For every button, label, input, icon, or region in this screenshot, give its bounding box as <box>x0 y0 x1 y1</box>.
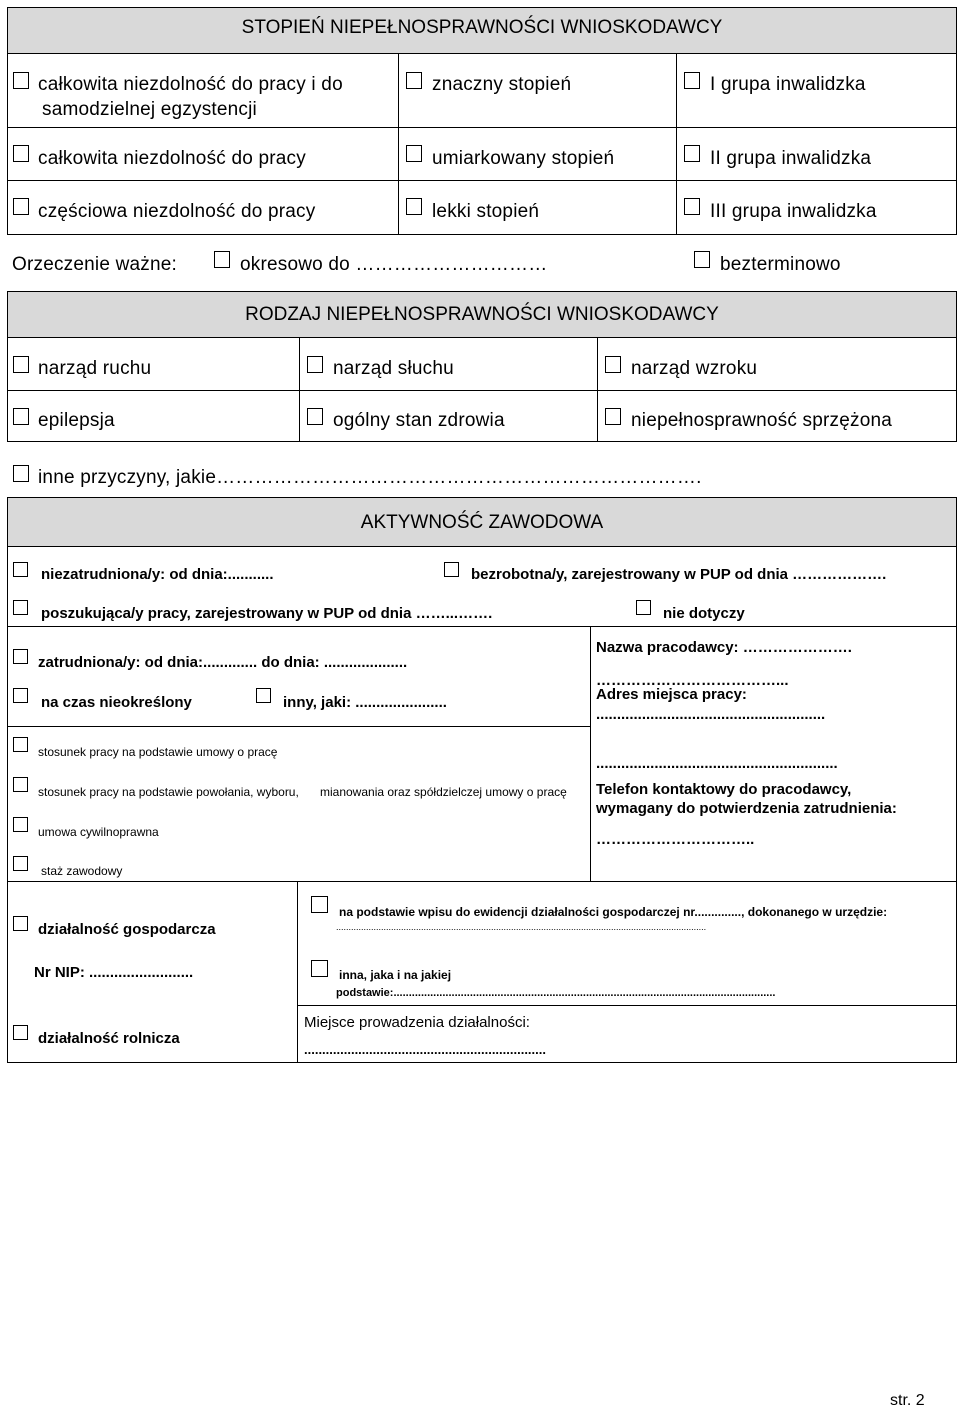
checkbox-bezterminowo[interactable] <box>694 251 710 268</box>
nazwa-pracodawcy-dots: ………………………………... <box>596 672 789 689</box>
telefon-dots: ………………………….. <box>596 831 755 848</box>
label-nie-dotyczy: nie dotyczy <box>663 605 745 622</box>
checkbox-na-czas-nieokreslony[interactable] <box>13 688 28 703</box>
label-dzialalnosc-rolnicza: działalność rolnicza <box>38 1030 180 1047</box>
checkbox-umowa-cywilnoprawna[interactable] <box>13 817 28 832</box>
adres-dots-1: ....................................................... <box>596 706 826 723</box>
label-wpis-ewidencja: na podstawie wpisu do ewidencji działalności gospodarczej nr.............., dokonanego w urzędzie: <box>339 905 888 919</box>
label-nr-nip: Nr NIP: ......................... <box>34 964 194 981</box>
checkbox-niezatrudniona[interactable] <box>13 562 28 577</box>
section3-title: AKTYWNOŚĆ ZAWODOWA <box>360 512 604 533</box>
label-umowa-cywilnoprawna: umowa cywilnoprawna <box>38 825 159 839</box>
label-na-czas-nieokreslony: na czas nieokreślony <box>41 694 192 711</box>
checkbox-epilepsja[interactable] <box>13 408 29 425</box>
checkbox-poszukujaca[interactable] <box>13 600 28 615</box>
wpis-dots: .................................................................................................................................................... <box>336 922 707 932</box>
checkbox-nie-dotyczy[interactable] <box>636 600 651 615</box>
checkbox-powolanie[interactable] <box>13 777 28 792</box>
label-iii-grupa: III grupa inwalidzka <box>710 201 877 222</box>
label-i-grupa: I grupa inwalidzka <box>710 74 866 95</box>
label-nazwa-pracodawcy: Nazwa pracodawcy: …………………. <box>596 639 852 656</box>
checkbox-inna-podstawa[interactable] <box>311 960 328 977</box>
checkbox-umiarkowany-stopien[interactable] <box>406 145 422 162</box>
checkbox-inne-przyczyny[interactable] <box>13 465 29 482</box>
checkbox-calkowita-niezdolnosc-egzystencji[interactable] <box>13 72 29 89</box>
label-inna-podstawa-line1: inna, jaka i na jakiej <box>339 968 452 982</box>
label-narzad-ruchu: narząd ruchu <box>38 358 152 379</box>
checkbox-lekki-stopien[interactable] <box>406 198 422 215</box>
label-bezterminowo: bezterminowo <box>720 254 841 275</box>
label-calkowita-niezdolnosc-line1: całkowita niezdolność do pracy i do <box>38 74 343 95</box>
label-inny: inny, jaki: ...................... <box>283 694 447 711</box>
label-miejsce-prowadzenia: Miejsce prowadzenia działalności: <box>304 1014 530 1031</box>
label-ii-grupa: II grupa inwalidzka <box>710 148 872 169</box>
checkbox-okresowo[interactable] <box>214 251 230 268</box>
checkbox-niepelnosprawnosc-sprzezona[interactable] <box>605 408 621 425</box>
label-staz: staż zawodowy <box>41 864 123 878</box>
label-zatrudniona: zatrudniona/y: od dnia:............. do dnia: .................... <box>38 654 408 671</box>
label-okresowo: okresowo do ………………………… <box>240 254 548 275</box>
label-niepelnosprawnosc-sprzezona: niepełnosprawność sprzężona <box>631 410 892 431</box>
page-number: str. 2 <box>890 1392 925 1409</box>
label-telefon-line1: Telefon kontaktowy do pracodawcy, <box>596 781 852 798</box>
checkbox-wpis-ewidencja[interactable] <box>311 896 328 913</box>
label-powolanie-a: stosunek pracy na podstawie powołania, wyboru, <box>38 785 299 799</box>
checkbox-inny[interactable] <box>256 688 271 703</box>
label-bezrobotna: bezrobotna/y, zarejestrowany w PUP od dnia ………………. <box>471 566 887 583</box>
checkbox-iii-grupa[interactable] <box>684 198 700 215</box>
checkbox-i-grupa[interactable] <box>684 72 700 89</box>
checkbox-ogolny-stan[interactable] <box>307 408 323 425</box>
label-umowa-o-prace: stosunek pracy na podstawie umowy o pracę <box>38 745 278 759</box>
label-znaczny-stopien: znaczny stopień <box>432 74 572 95</box>
label-calkowita-niezdolnosc-line2: samodzielnej egzystencji <box>42 99 257 120</box>
checkbox-calkowita-niezdolnosc[interactable] <box>13 145 29 162</box>
checkbox-narzad-sluchu[interactable] <box>307 356 323 373</box>
label-dzialalnosc-gospodarcza: działalność gospodarcza <box>38 921 216 938</box>
miejsce-dots: ................................................................... <box>304 1042 546 1057</box>
label-czesciowa-niezdolnosc: częściowa niezdolność do pracy <box>38 201 316 222</box>
label-inna-podstawa-line2: podstawie:............................................................................................................................. <box>336 987 776 999</box>
checkbox-dzialalnosc-rolnicza[interactable] <box>13 1025 28 1040</box>
label-adres-miejsca-pracy: Adres miejsca pracy: <box>596 686 747 703</box>
adres-dots-2: .......................................................... <box>596 755 838 772</box>
checkbox-bezrobotna[interactable] <box>444 562 459 577</box>
section2-title: RODZAJ NIEPEŁNOSPRAWNOŚCI WNIOSKODAWCY <box>245 304 719 325</box>
checkbox-dzialalnosc-gospodarcza[interactable] <box>13 916 28 931</box>
label-calkowita-niezdolnosc: całkowita niezdolność do pracy <box>38 148 306 169</box>
label-niezatrudniona: niezatrudniona/y: od dnia:........... <box>41 566 274 583</box>
checkbox-zatrudniona[interactable] <box>13 649 28 664</box>
label-ogolny-stan: ogólny stan zdrowia <box>333 410 505 431</box>
label-powolanie-b: mianowania oraz spółdzielczej umowy o pracę <box>320 785 567 799</box>
checkbox-czesciowa-niezdolnosc[interactable] <box>13 198 29 215</box>
label-umiarkowany-stopien: umiarkowany stopień <box>432 148 615 169</box>
checkbox-narzad-wzroku[interactable] <box>605 356 621 373</box>
label-orzeczenie: Orzeczenie ważne: <box>12 254 177 275</box>
checkbox-staz[interactable] <box>13 856 28 871</box>
label-inne-przyczyny: inne przyczyny, jakie…………………………………………………………………. <box>38 467 702 488</box>
label-narzad-sluchu: narząd słuchu <box>333 358 454 379</box>
section1-title: STOPIEŃ NIEPEŁNOSPRAWNOŚCI WNIOSKODAWCY <box>241 17 723 38</box>
checkbox-ii-grupa[interactable] <box>684 145 700 162</box>
label-telefon-line2: wymagany do potwierdzenia zatrudnienia: <box>596 800 897 817</box>
label-epilepsja: epilepsja <box>38 410 115 431</box>
checkbox-narzad-ruchu[interactable] <box>13 356 29 373</box>
label-lekki-stopien: lekki stopień <box>432 201 540 222</box>
checkbox-umowa-o-prace[interactable] <box>13 737 28 752</box>
checkbox-znaczny-stopien[interactable] <box>406 72 422 89</box>
label-narzad-wzroku: narząd wzroku <box>631 358 758 379</box>
label-poszukujaca: poszukująca/y pracy, zarejestrowany w PUP od dnia ……...……. <box>41 605 493 622</box>
